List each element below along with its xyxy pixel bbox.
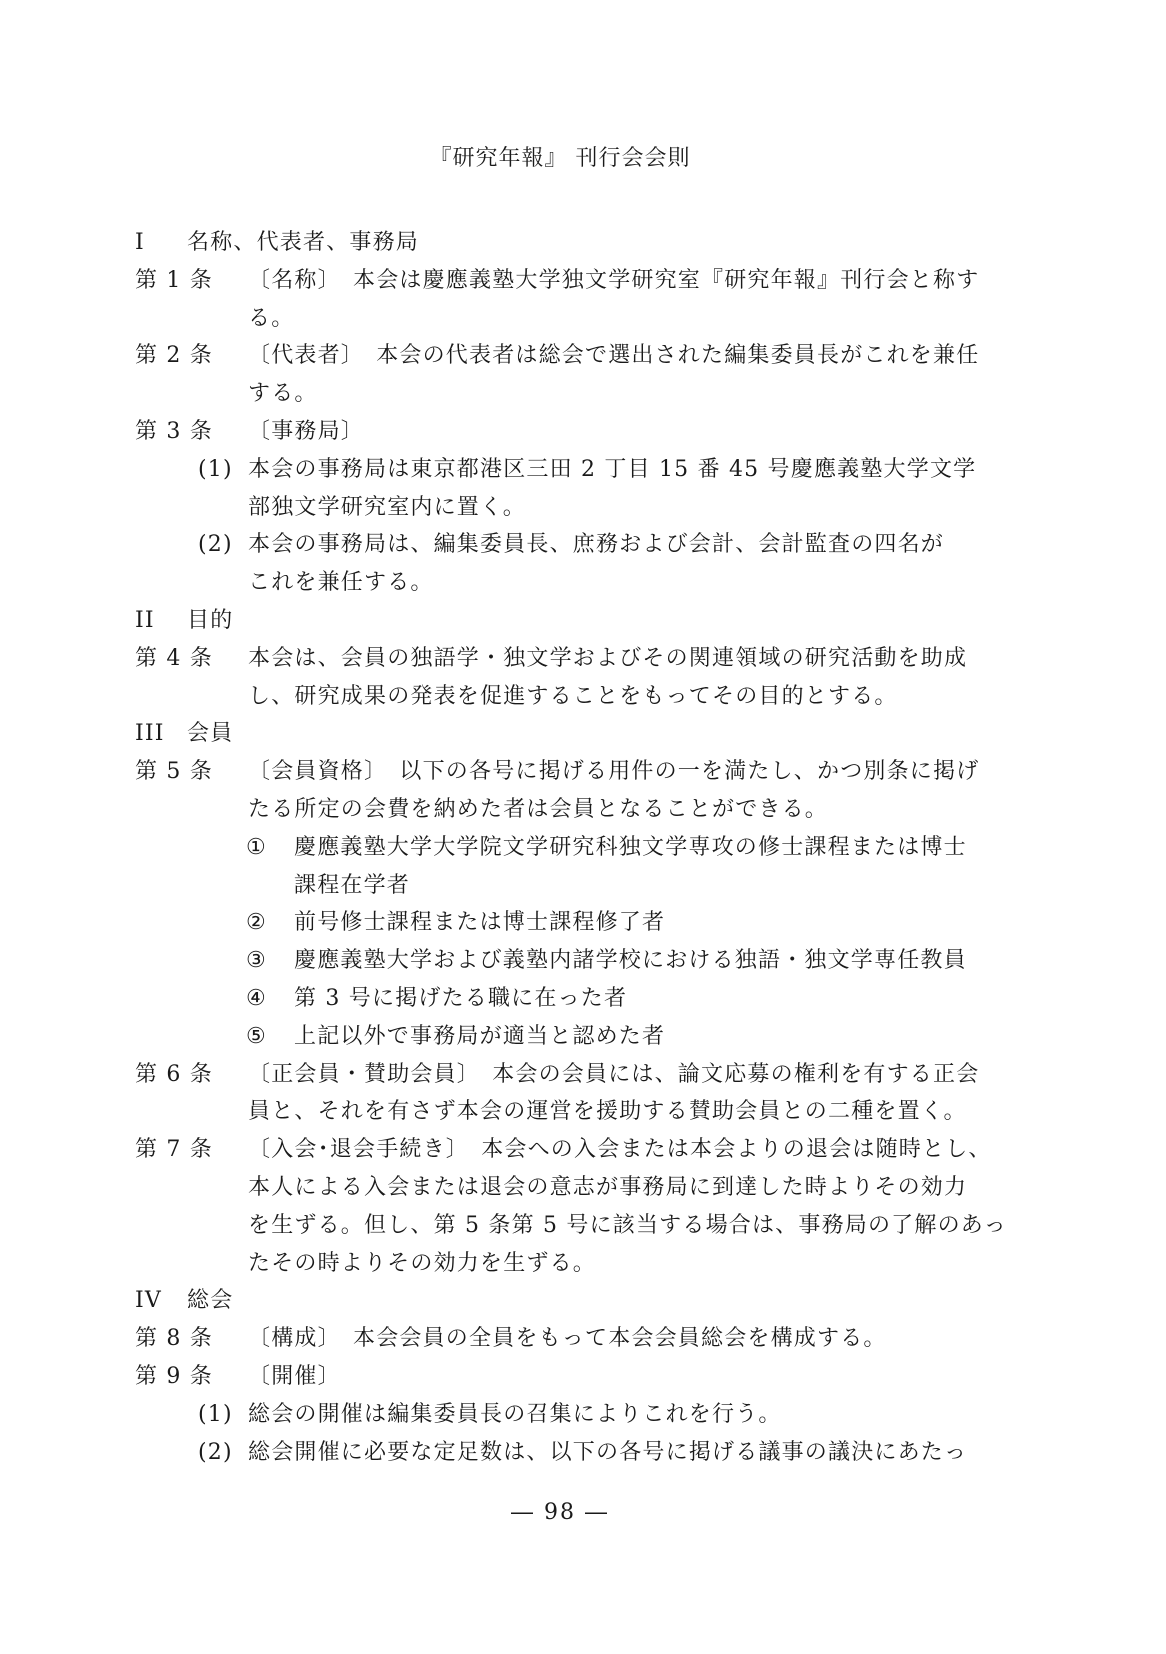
line-marker: II bbox=[135, 607, 155, 633]
line-text: 慶應義塾大学および義塾内諸学校における独語・独文学専任教員 bbox=[294, 948, 967, 974]
document-title: 『研究年報』 刊行会会則 bbox=[429, 146, 691, 171]
line-text: 〔正会員・賛助会員〕 本会の会員には、論文応募の権利を有する正会 bbox=[248, 1061, 980, 1087]
document-line bbox=[135, 337, 1125, 375]
line-marker: (2) bbox=[198, 532, 233, 558]
line-marker: ④ bbox=[246, 985, 267, 1011]
line-text: 総会 bbox=[187, 1288, 234, 1314]
line-text: し、研究成果の発表を促進することをもってその目的とする。 bbox=[248, 683, 898, 709]
line-marker: (1) bbox=[198, 1401, 233, 1427]
line-marker: 第 4 条 bbox=[135, 645, 213, 671]
document-line bbox=[135, 564, 1125, 602]
line-marker: 第 5 条 bbox=[135, 759, 213, 785]
line-text: 名称、代表者、事務局 bbox=[187, 230, 420, 255]
line-text: 部独文学研究室内に置く。 bbox=[248, 494, 526, 520]
document-line bbox=[135, 942, 1125, 980]
document-line bbox=[135, 526, 1125, 564]
document-line bbox=[135, 300, 1125, 338]
line-text: 前号修士課程または博士課程修了者 bbox=[294, 910, 666, 936]
document-line bbox=[135, 413, 1125, 451]
line-text: 総会開催に必要な定足数は、以下の各号に掲げる議事の議決にあたっ bbox=[248, 1439, 968, 1465]
document-line bbox=[135, 1245, 1125, 1283]
document-line bbox=[135, 489, 1125, 527]
line-text: を生ずる。但し、第 5 条第 5 号に該当する場合は、事務局の了解のあっ bbox=[248, 1212, 1007, 1238]
line-marker: 第 7 条 bbox=[135, 1137, 213, 1163]
line-text: たる所定の会費を納めた者は会員となることができる。 bbox=[248, 796, 829, 822]
document-line bbox=[135, 980, 1125, 1018]
line-text: 第 3 号に掲げたる職に在った者 bbox=[294, 985, 628, 1011]
line-marker: 第 2 条 bbox=[135, 343, 213, 369]
line-text: 総会の開催は編集委員長の召集によりこれを行う。 bbox=[248, 1401, 782, 1427]
document-line bbox=[135, 1056, 1125, 1094]
document-line bbox=[135, 1131, 1125, 1169]
line-text: 〔会員資格〕 以下の各号に掲げる用件の一を満たし、かつ別条に掲げ bbox=[248, 759, 980, 785]
line-text: これを兼任する。 bbox=[248, 570, 434, 596]
document-line bbox=[135, 1093, 1125, 1131]
line-text: 本会の事務局は、編集委員長、庶務および会計、会計監査の四名が bbox=[248, 532, 945, 558]
document-line bbox=[135, 791, 1125, 829]
line-text: 上記以外で事務局が適当と認めた者 bbox=[294, 1023, 666, 1049]
document-line bbox=[135, 602, 1125, 640]
document-body bbox=[135, 224, 1125, 1471]
document-line bbox=[135, 904, 1125, 942]
page-number: ― 98 ― bbox=[511, 1500, 609, 1525]
line-marker: IV bbox=[135, 1288, 162, 1314]
line-text: 〔事務局〕 bbox=[248, 418, 365, 444]
document-line bbox=[135, 1169, 1125, 1207]
line-marker: 第 1 条 bbox=[135, 267, 213, 293]
line-marker: ③ bbox=[246, 948, 267, 974]
line-text: 〔入会･退会手続き〕 本会への入会または本会よりの退会は随時とし、 bbox=[248, 1137, 992, 1163]
line-marker: (2) bbox=[198, 1439, 233, 1465]
line-text: 課程在学者 bbox=[294, 872, 411, 898]
document-line bbox=[135, 829, 1125, 867]
document-line bbox=[135, 640, 1125, 678]
document-line bbox=[135, 1207, 1125, 1245]
line-text: 〔構成〕 本会会員の全員をもって本会会員総会を構成する。 bbox=[248, 1326, 887, 1352]
line-marker: ① bbox=[246, 834, 267, 860]
document-line bbox=[135, 451, 1125, 489]
line-marker: I bbox=[135, 230, 145, 255]
line-text: 慶應義塾大学大学院文学研究科独文学専攻の修士課程または博士 bbox=[294, 834, 967, 860]
line-marker: (1) bbox=[198, 456, 233, 482]
line-text: 〔開催〕 bbox=[248, 1363, 341, 1389]
document-line bbox=[135, 1282, 1125, 1320]
line-marker: 第 9 条 bbox=[135, 1363, 213, 1389]
line-text: る。 bbox=[248, 305, 295, 331]
line-text: 本会は、会員の独語学・独文学およびその関連領域の研究活動を助成 bbox=[248, 645, 968, 671]
line-text: 〔代表者〕 本会の代表者は総会で選出された編集委員長がこれを兼任 bbox=[248, 343, 980, 369]
document-line bbox=[135, 678, 1125, 716]
document-line bbox=[135, 1320, 1125, 1358]
document-line bbox=[135, 753, 1125, 791]
line-text: する。 bbox=[248, 381, 318, 407]
line-text: 員と、それを有さず本会の運営を援助する賛助会員との二種を置く。 bbox=[248, 1099, 967, 1125]
document-line bbox=[135, 1018, 1125, 1056]
document-line bbox=[135, 1434, 1125, 1472]
line-marker: 第 3 条 bbox=[135, 418, 213, 444]
document-line bbox=[135, 1396, 1125, 1434]
document-line bbox=[135, 715, 1125, 753]
line-marker: III bbox=[135, 721, 165, 747]
line-text: 〔名称〕 本会は慶應義塾大学独文学研究室『研究年報』刊行会と称す bbox=[248, 267, 980, 293]
line-text: 目的 bbox=[187, 607, 234, 633]
line-marker: ⑤ bbox=[246, 1023, 267, 1049]
document-line bbox=[135, 262, 1125, 300]
line-text: 会員 bbox=[187, 721, 234, 747]
line-text: 本会の事務局は東京都港区三田 2 丁目 15 番 45 号慶應義塾大学文学 bbox=[248, 456, 977, 482]
document-line bbox=[135, 375, 1125, 413]
line-text: 本人による入会または退会の意志が事務局に到達した時よりその効力 bbox=[248, 1174, 968, 1200]
line-marker: 第 6 条 bbox=[135, 1061, 213, 1087]
line-text: たその時よりその効力を生ずる。 bbox=[248, 1250, 597, 1276]
document-line bbox=[135, 867, 1125, 905]
line-marker: ② bbox=[246, 910, 267, 936]
document-line bbox=[135, 1358, 1125, 1396]
line-marker: 第 8 条 bbox=[135, 1326, 213, 1352]
document-line bbox=[135, 224, 1125, 262]
